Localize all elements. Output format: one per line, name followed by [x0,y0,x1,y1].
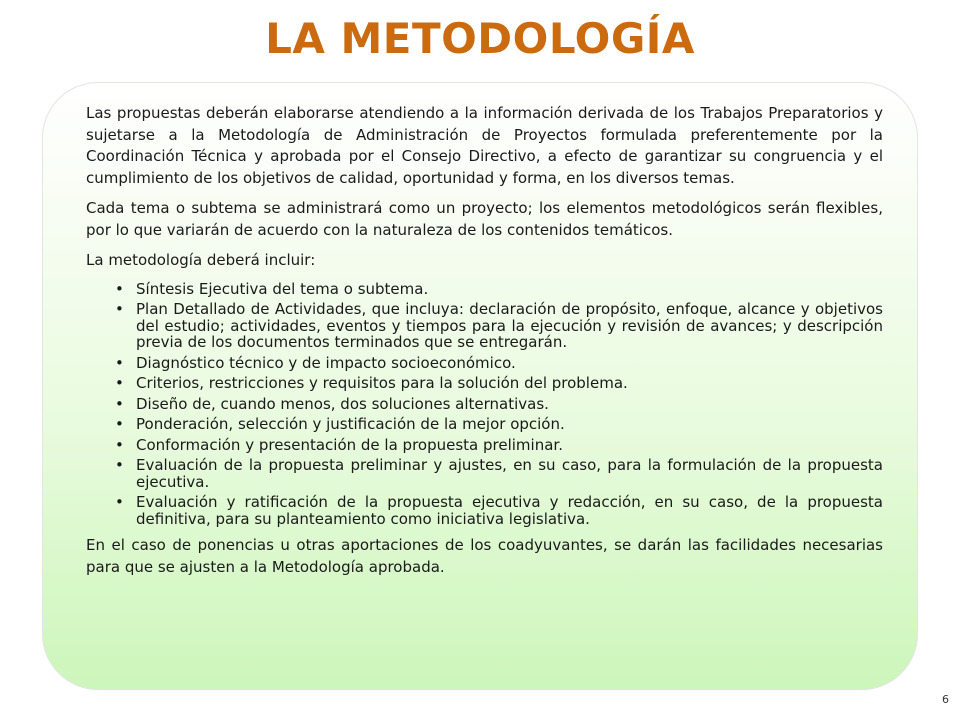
list-item [86,396,883,413]
project-paragraph: Cada tema o subtema se administrará como un proyecto; los elementos metodológicos serán flexibles, por lo que variarán de acuerdo con la naturaleza de los contenidos temáticos. [86,199,883,239]
list-item [86,494,883,527]
bullet-icon: • [115,394,124,413]
methodology-list [86,281,883,528]
list-item [86,416,883,433]
list-item-text: Diseño de, cuando menos, dos soluciones alternativas. [136,394,549,413]
list-item-text: Ponderación, selección y justificación de la mejor opción. [136,415,565,433]
list-item-text: Evaluación de la propuesta preliminar y ajustes, en su caso, para la formulación de la propuesta ejecutiva. [136,456,883,491]
list-item-text: Diagnóstico técnico y de impacto socioeconómico. [136,353,516,372]
intro-paragraph: Las propuestas deberán elaborarse atendiendo a la información derivada de los Trabajos Preparatorios y sujetarse a la Metodología de Administración de Proyectos formulada preferentemente por la Coordinación Técnica y aprobada por el Consejo Directivo, a efecto de garantizar su congruencia y el cumplimiento de los objetivos de calidad, oportunidad y forma, en los diversos temas. [86,104,883,187]
list-intro: La metodología deberá incluir: [86,251,316,269]
bullet-icon: • [115,415,124,433]
list-item [86,375,883,392]
list-item-text: Evaluación y ratificación de la propuesta ejecutiva y redacción, en su caso, de la propuesta definitiva, para su planteamiento como iniciativa legislativa. [136,493,883,528]
list-item-text: Plan Detallado de Actividades, que incluya: declaración de propósito, enfoque, alcance y objetivos del estudio; actividades, eventos y tiempos para la ejecución y revisión de avances; y descripción previa de los documentos terminados que se entregarán. [136,300,883,351]
bullet-icon: • [115,493,124,511]
bullet-icon: • [115,300,124,318]
page-number: 6 [942,693,949,706]
closing-paragraph: En el caso de ponencias u otras aportaciones de los coadyuvantes, se darán las facilidades necesarias para que se ajusten a la Metodología aprobada. [86,536,883,576]
bullet-icon: • [115,374,124,392]
content-body [86,103,883,587]
list-item-text: Síntesis Ejecutiva del tema o subtema. [136,279,429,298]
bullet-icon: • [115,353,124,372]
list-item-text: Criterios, restricciones y requisitos para la solución del problema. [136,374,628,392]
list-item [86,437,883,454]
list-item [86,281,883,298]
bullet-icon: • [115,456,124,474]
list-item [86,355,883,372]
bullet-icon: • [115,279,124,298]
list-item-text: Conformación y presentación de la propuesta preliminar. [136,435,563,454]
bullet-icon: • [115,435,124,454]
page-title: LA METODOLOGÍA [265,14,695,63]
list-item [86,301,883,351]
list-item [86,457,883,490]
